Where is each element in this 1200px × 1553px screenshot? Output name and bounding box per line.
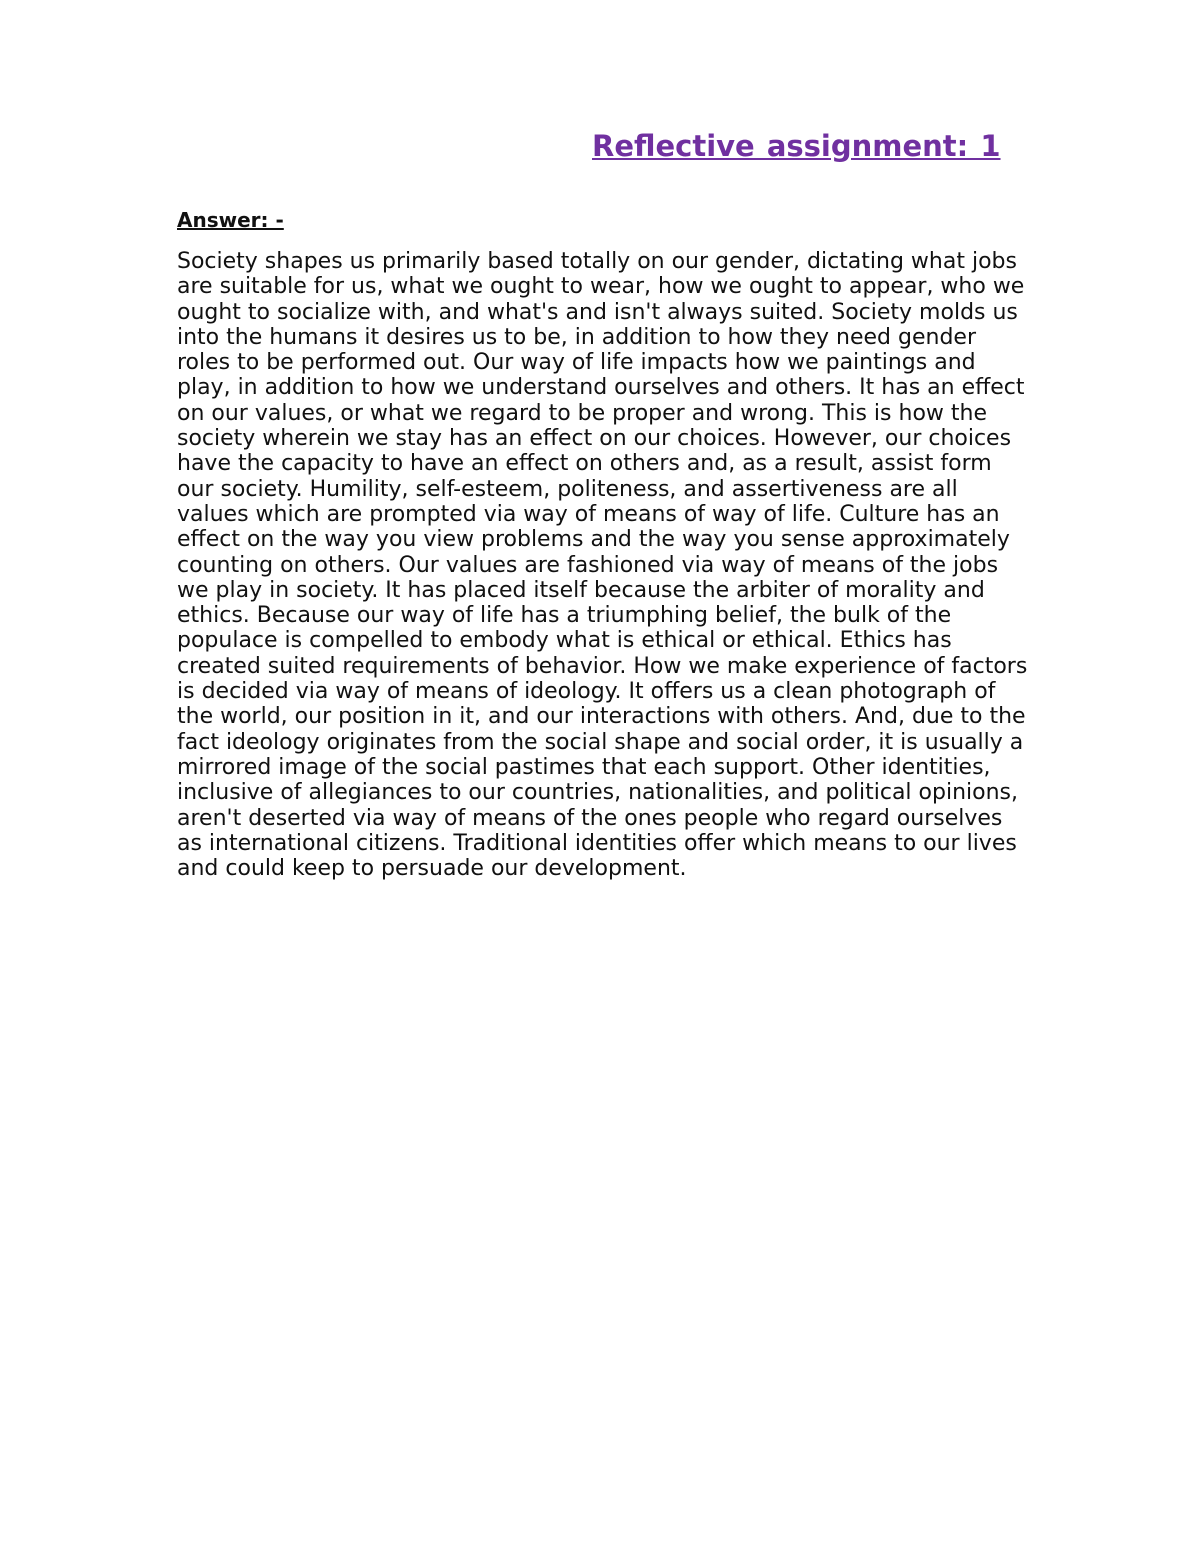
answer-body-paragraph: Society shapes us primarily based totally on our gender, dictating what jobs are suitable for us, what we ought to wear, how we ought to appear, who we ought to socialize with, and what's and isn't always suited. Society molds us into the humans it desires us to be, in addition to how they need gender roles to be performed out. Our way of life impacts how we paintings and play, in addition to how we understand ourselves and others. It has an effect on our values, or what we regard to be proper and wrong. This is how the society wherein we stay has an effect on our choices. However, our choices have the capacity to have an effect on others and, as a result, assist form our society. Humility, self-esteem, politeness, and assertiveness are all values which are prompted via way of means of way of life. Culture has an effect on the way you view problems and the way you sense approximately counting on others. Our values are fashioned via way of means of the jobs we play in society. It has placed itself because the arbiter of morality and ethics. Because our way of life has a triumphing belief, the bulk of the populace is compelled to embody what is ethical or ethical. Ethics has created suited requirements of behavior. How we make experience of factors is decided via way of means of ideology. It offers us a clean photograph of the world, our position in it, and our interactions with others. And, due to the fact ideology originates from the social shape and social order, it is usually a mirrored image of the social pastimes that each support. Other identities, inclusive of allegiances to our countries, nationalities, and political opinions, aren't deserted via way of means of the ones people who regard ourselves as international citizens. Traditional identities offer which means to our lives and could keep to persuade our development. (177, 249, 1028, 882)
page-title: Reflective assignment: 1 (592, 129, 1001, 163)
answer-label: Answer: - (177, 208, 284, 232)
